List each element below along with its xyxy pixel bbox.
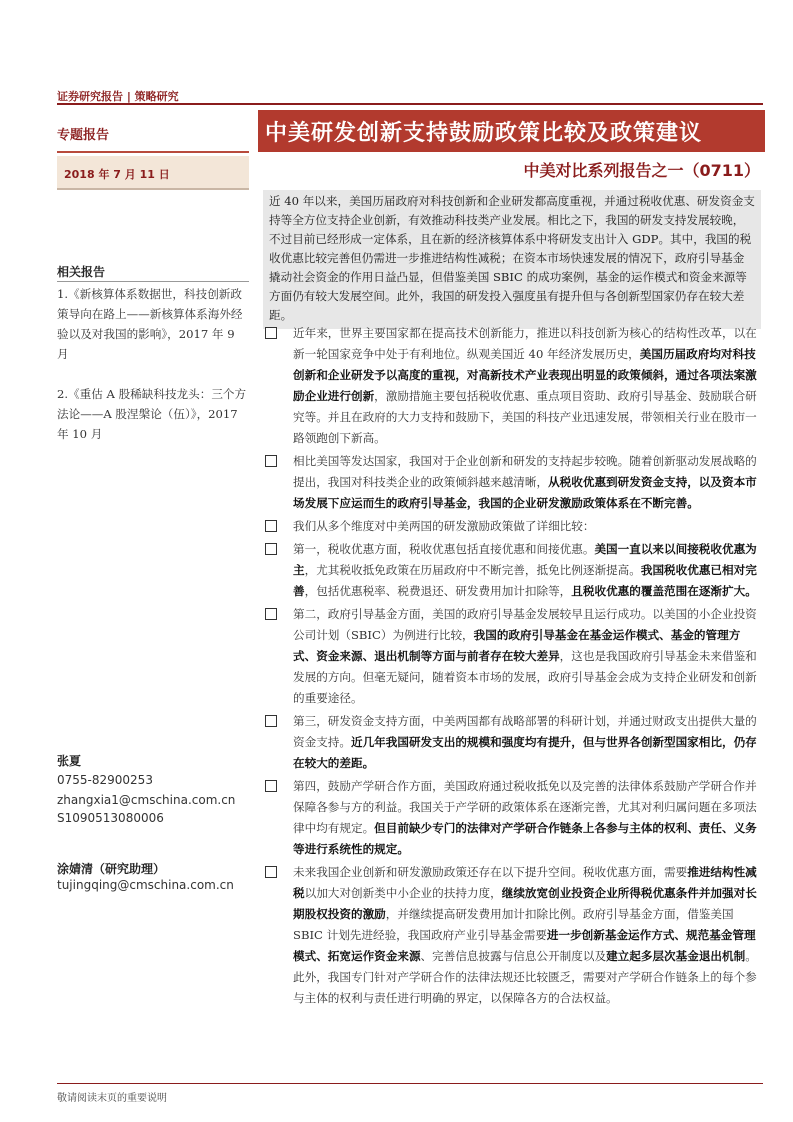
bullet-item: 未来我国企业创新和研发激励政策还存在以下提升空间。税收优惠方面，需要推进结构性减税以加大对创新类中小企业的扶持力度，继续放宽创业投资企业所得税优惠条件并加强对长期股权投资的激励，并继续提高研发费用加计扣除比例。政府引导基金方面，借鉴美国 SBIC 计划先进经验，我国政府产业引导基金需要进一步创新基金运作方式、规范基金管理模式、拓宽运作资金来源、完善信息披露与信息公开制度以及建立起多层次基金退出机制。此外，我国专门针对产学研合作的法律法规还比较匮乏，需要对产学研合作链条上的每个参与主体的权利与责任进行明确的界定，以保障各方的合法权益。 <box>263 862 761 1009</box>
checkbox-icon <box>265 866 277 878</box>
checkbox-icon <box>265 543 277 555</box>
related-reports-title: 相关报告 <box>57 265 106 279</box>
checkbox-icon <box>265 608 277 620</box>
checkbox-icon <box>265 327 277 339</box>
related-report-2[interactable]: 2.《重估 A 股稀缺科技龙头：三个方法论——A 股涅槃论（伍）》，2017 年 10 月 <box>57 387 247 441</box>
related-report-1[interactable]: 1.《新核算体系数据世，科技创新政策导向在路上——新核算体系海外经验以及对我国的影响》，2017 年 9 月 <box>57 287 243 361</box>
footer-rule <box>57 1083 763 1084</box>
checkbox-icon <box>265 780 277 792</box>
brand-line: 证券研究报告 | 策略研究 <box>57 90 179 103</box>
author-name: 张夏 <box>57 754 82 768</box>
author-phone: 0755-82900253 <box>57 773 153 787</box>
top-rule <box>57 103 763 105</box>
bullet-item: 我们从多个维度对中美两国的研发激励政策做了详细比较： <box>263 516 761 537</box>
bullet-item: 第一，税收优惠方面，税收优惠包括直接优惠和间接优惠。美国一直以来以间接税收优惠为主，尤其税收抵免政策在历届政府中不断完善，抵免比例逐渐提高。我国税收优惠已相对完善，包括优惠税率、税费退还、研发费用加计扣除等，且税收优惠的覆盖范围在逐渐扩大。 <box>263 539 761 602</box>
author-email[interactable]: zhangxia1@cmschina.com.cn <box>57 793 236 807</box>
footer-note: 敬请阅读末页的重要说明 <box>57 1093 167 1104</box>
bullet-item: 相比美国等发达国家，我国对于企业创新和研发的支持起步较晚。随着创新驱动发展战略的提出，我国对科技类企业的政策倾斜越来越清晰，从税收优惠到研发资金支持，以及资本市场发展下应运而生的政府引导基金，我国的企业研发激励政策体系在不断完善。 <box>263 451 761 514</box>
checkbox-icon <box>265 455 277 467</box>
assistant-email[interactable]: tujingqing@cmschina.com.cn <box>57 878 234 892</box>
bullet-list <box>263 323 761 1011</box>
report-type: 专题报告 <box>57 128 110 143</box>
related-divider <box>57 281 249 282</box>
assistant-name: 涂婧清（研究助理） <box>57 862 166 876</box>
bullet-item: 近年来，世界主要国家都在提高技术创新能力，推进以科技创新为核心的结构性改革，以在新一轮国家竞争中处于有利地位。纵观美国近 40 年经济发展历史，美国历届政府均对科技创新和企业研发予以高度的重视，对高新技术产业表现出明显的政策倾斜，通过各项法案激励企业进行创新，激励措施主要包括税收优惠、重点项目资助、政府引导基金、鼓励联合研究等。并且在政府的大力支持和鼓励下，美国的科技产业迅速发展，带领相关行业在股市一路领跑创下新高。 <box>263 323 761 449</box>
bullet-item: 第二，政府引导基金方面，美国的政府引导基金发展较早且运行成功。以美国的小企业投资公司计划（SBIC）为例进行比较，我国的政府引导基金在基金运作模式、基金的管理方式、资金来源、退出机制等方面与前者存在较大差异，这也是我国政府引导基金未来借鉴和发展的方向。但毫无疑问，随着资本市场的发展，政府引导基金会成为支持企业研发和创新的重要途径。 <box>263 604 761 709</box>
bullet-item: 第三，研发资金支持方面，中美两国都有战略部署的科研计划，并通过财政支出提供大量的资金支持。近几年我国研发支出的规模和强度均有提升，但与世界各创新型国家相比，仍存在较大的差距。 <box>263 711 761 774</box>
checkbox-icon <box>265 715 277 727</box>
report-subtitle: 中美对比系列报告之一（0711） <box>523 161 760 180</box>
summary-box: 近 40 年以来，美国历届政府对科技创新和企业研发都高度重视，并通过税收优惠、研发资金支持等全方位支持企业创新，有效推动科技类产业发展。相比之下，我国的研发支持发展较晚，不过目前已经形成一定体系，且在新的经济核算体系中将研发支出计入 GDP。其中，我国的税收优惠比较完善但仍需进一步推进结构性减税；在资本市场快速发展的情况下，政府引导基金撬动社会资金的作用日益凸显，但借鉴美国 SBIC 的成功案例，基金的运作模式和资金来源等方面仍有较大发展空间。此外，我国的研发投入强度虽有提升但与各创新型国家仍存在较大差距。 <box>263 190 761 329</box>
page-title: 中美研发创新支持鼓励政策比较及政策建议 <box>265 121 703 146</box>
report-date: 2018 年 7 月 11 日 <box>64 168 170 181</box>
author-license: S1090513080006 <box>57 811 164 825</box>
bullet-item: 第四，鼓励产学研合作方面，美国政府通过税收抵免以及完善的法律体系鼓励产学研合作并保障各参与方的利益。我国关于产学研的政策体系在逐渐完善，尤其对利归属问题在多项法律中均有规定。但目前缺少专门的法律对产学研合作链条上各参与主体的权利、责任、义务等进行系统性的规定。 <box>263 776 761 860</box>
checkbox-icon <box>265 520 277 532</box>
